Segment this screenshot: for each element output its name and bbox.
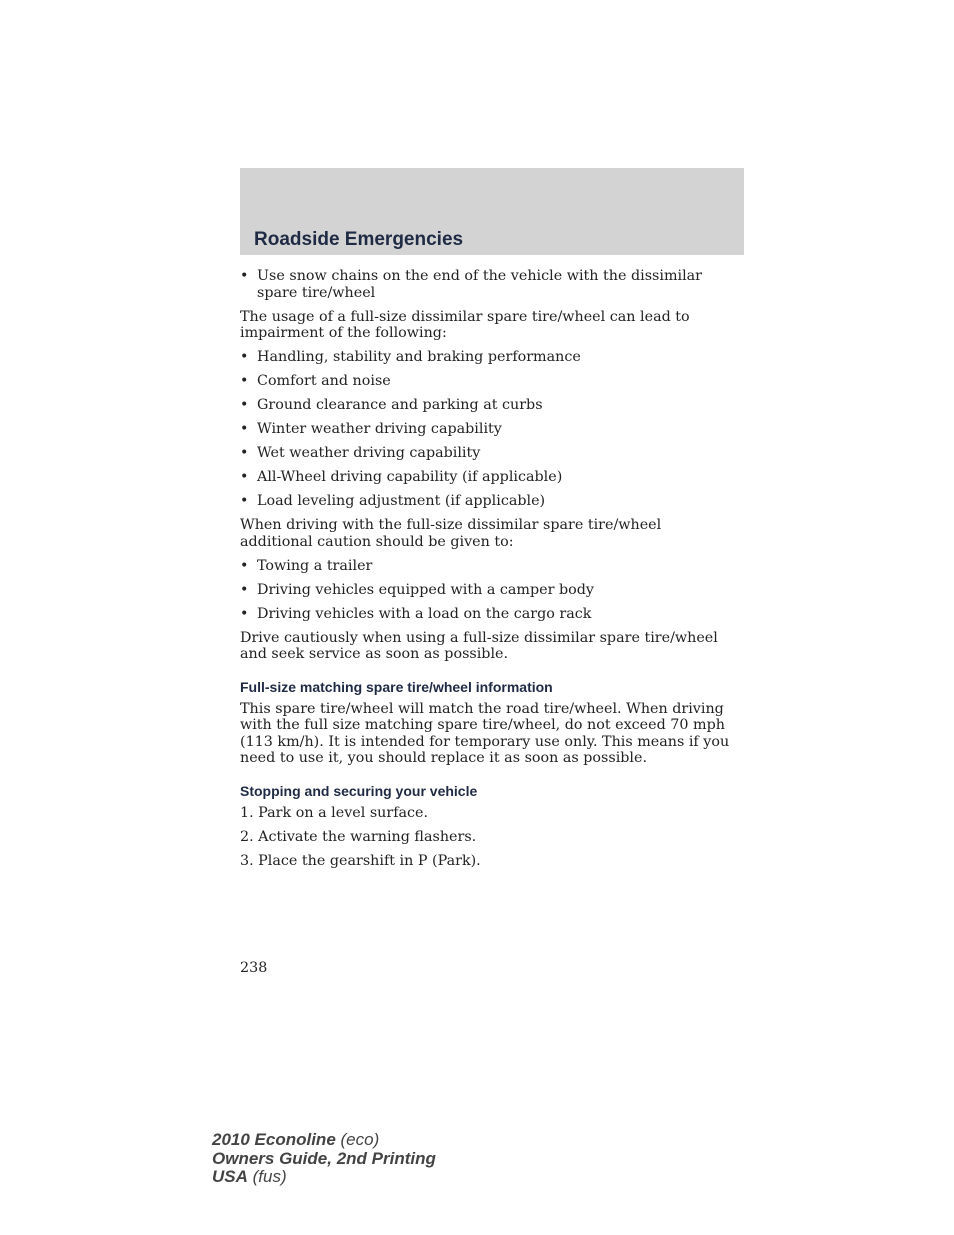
- page-number: 238: [240, 960, 268, 976]
- footer-line-model: 2010 Econoline (eco): [212, 1130, 380, 1149]
- paragraph-matching-spare: This spare tire/wheel will match the road tire/wheel. When driving with the full size matching spare tire/wheel, do not exceed 70 mph (113 km/h). It is intended for temporary use only. This means if you need to use it, you should replace it as soon as possible.: [240, 700, 730, 766]
- list-item: • Use snow chains on the end of the vehicle with the dissimilar spare tire/wheel: [240, 268, 703, 301]
- list-item: • Wet weather driving capability: [240, 445, 481, 461]
- bullet-icon: •: [240, 605, 249, 622]
- bullet-icon: •: [240, 469, 249, 485]
- step-item: 3. Place the gearshift in P (Park).: [240, 852, 481, 869]
- bullet-icon: •: [240, 445, 249, 461]
- header-band: [240, 168, 744, 255]
- footer-imprint: [212, 1131, 436, 1187]
- caution-bullet-list: [240, 558, 732, 623]
- bullet-icon: •: [240, 373, 249, 389]
- list-item: • Comfort and noise: [240, 373, 391, 389]
- list-item: • Towing a trailer: [240, 557, 373, 574]
- stopping-steps-list: [240, 805, 732, 870]
- bullet-icon: •: [240, 268, 249, 284]
- list-item: • Winter weather driving capability: [240, 421, 502, 437]
- footer-line-guide: Owners Guide, 2nd Printing: [212, 1148, 436, 1168]
- bullet-icon: •: [240, 581, 249, 598]
- paragraph-impairment: The usage of a full-size dissimilar spare tire/wheel can lead to impairment of the following:: [240, 308, 690, 341]
- list-item: • Handling, stability and braking performance: [240, 349, 581, 365]
- step-item: 1. Park on a level surface.: [240, 804, 429, 821]
- bullet-icon: •: [240, 421, 249, 437]
- paragraph-drive-cautiously: Drive cautiously when using a full-size dissimilar spare tire/wheel and seek service as soon as possible.: [240, 629, 718, 662]
- footer-line-region: USA (fus): [212, 1167, 287, 1187]
- intro-bullet-list: [240, 268, 732, 301]
- section-title: Roadside Emergencies: [254, 229, 464, 250]
- paragraph-caution: When driving with the full-size dissimilar spare tire/wheel additional caution should be given to:: [240, 517, 662, 550]
- list-item: • Driving vehicles with a load on the cargo rack: [240, 605, 592, 622]
- impairment-bullet-list: [240, 349, 732, 510]
- heading-stopping: Stopping and securing your vehicle: [240, 782, 478, 799]
- heading-matching-spare: Full-size matching spare tire/wheel information: [240, 678, 553, 695]
- bullet-icon: •: [240, 397, 249, 413]
- list-item: • All-Wheel driving capability (if applicable): [240, 469, 563, 485]
- bullet-icon: •: [240, 349, 249, 365]
- list-item: • Driving vehicles equipped with a camper body: [240, 581, 594, 598]
- list-item: • Load leveling adjustment (if applicable): [240, 493, 546, 509]
- page-content: [240, 268, 732, 877]
- bullet-icon: •: [240, 557, 249, 574]
- bullet-icon: •: [240, 493, 249, 509]
- step-item: 2. Activate the warning flashers.: [240, 828, 477, 845]
- list-item: • Ground clearance and parking at curbs: [240, 397, 543, 413]
